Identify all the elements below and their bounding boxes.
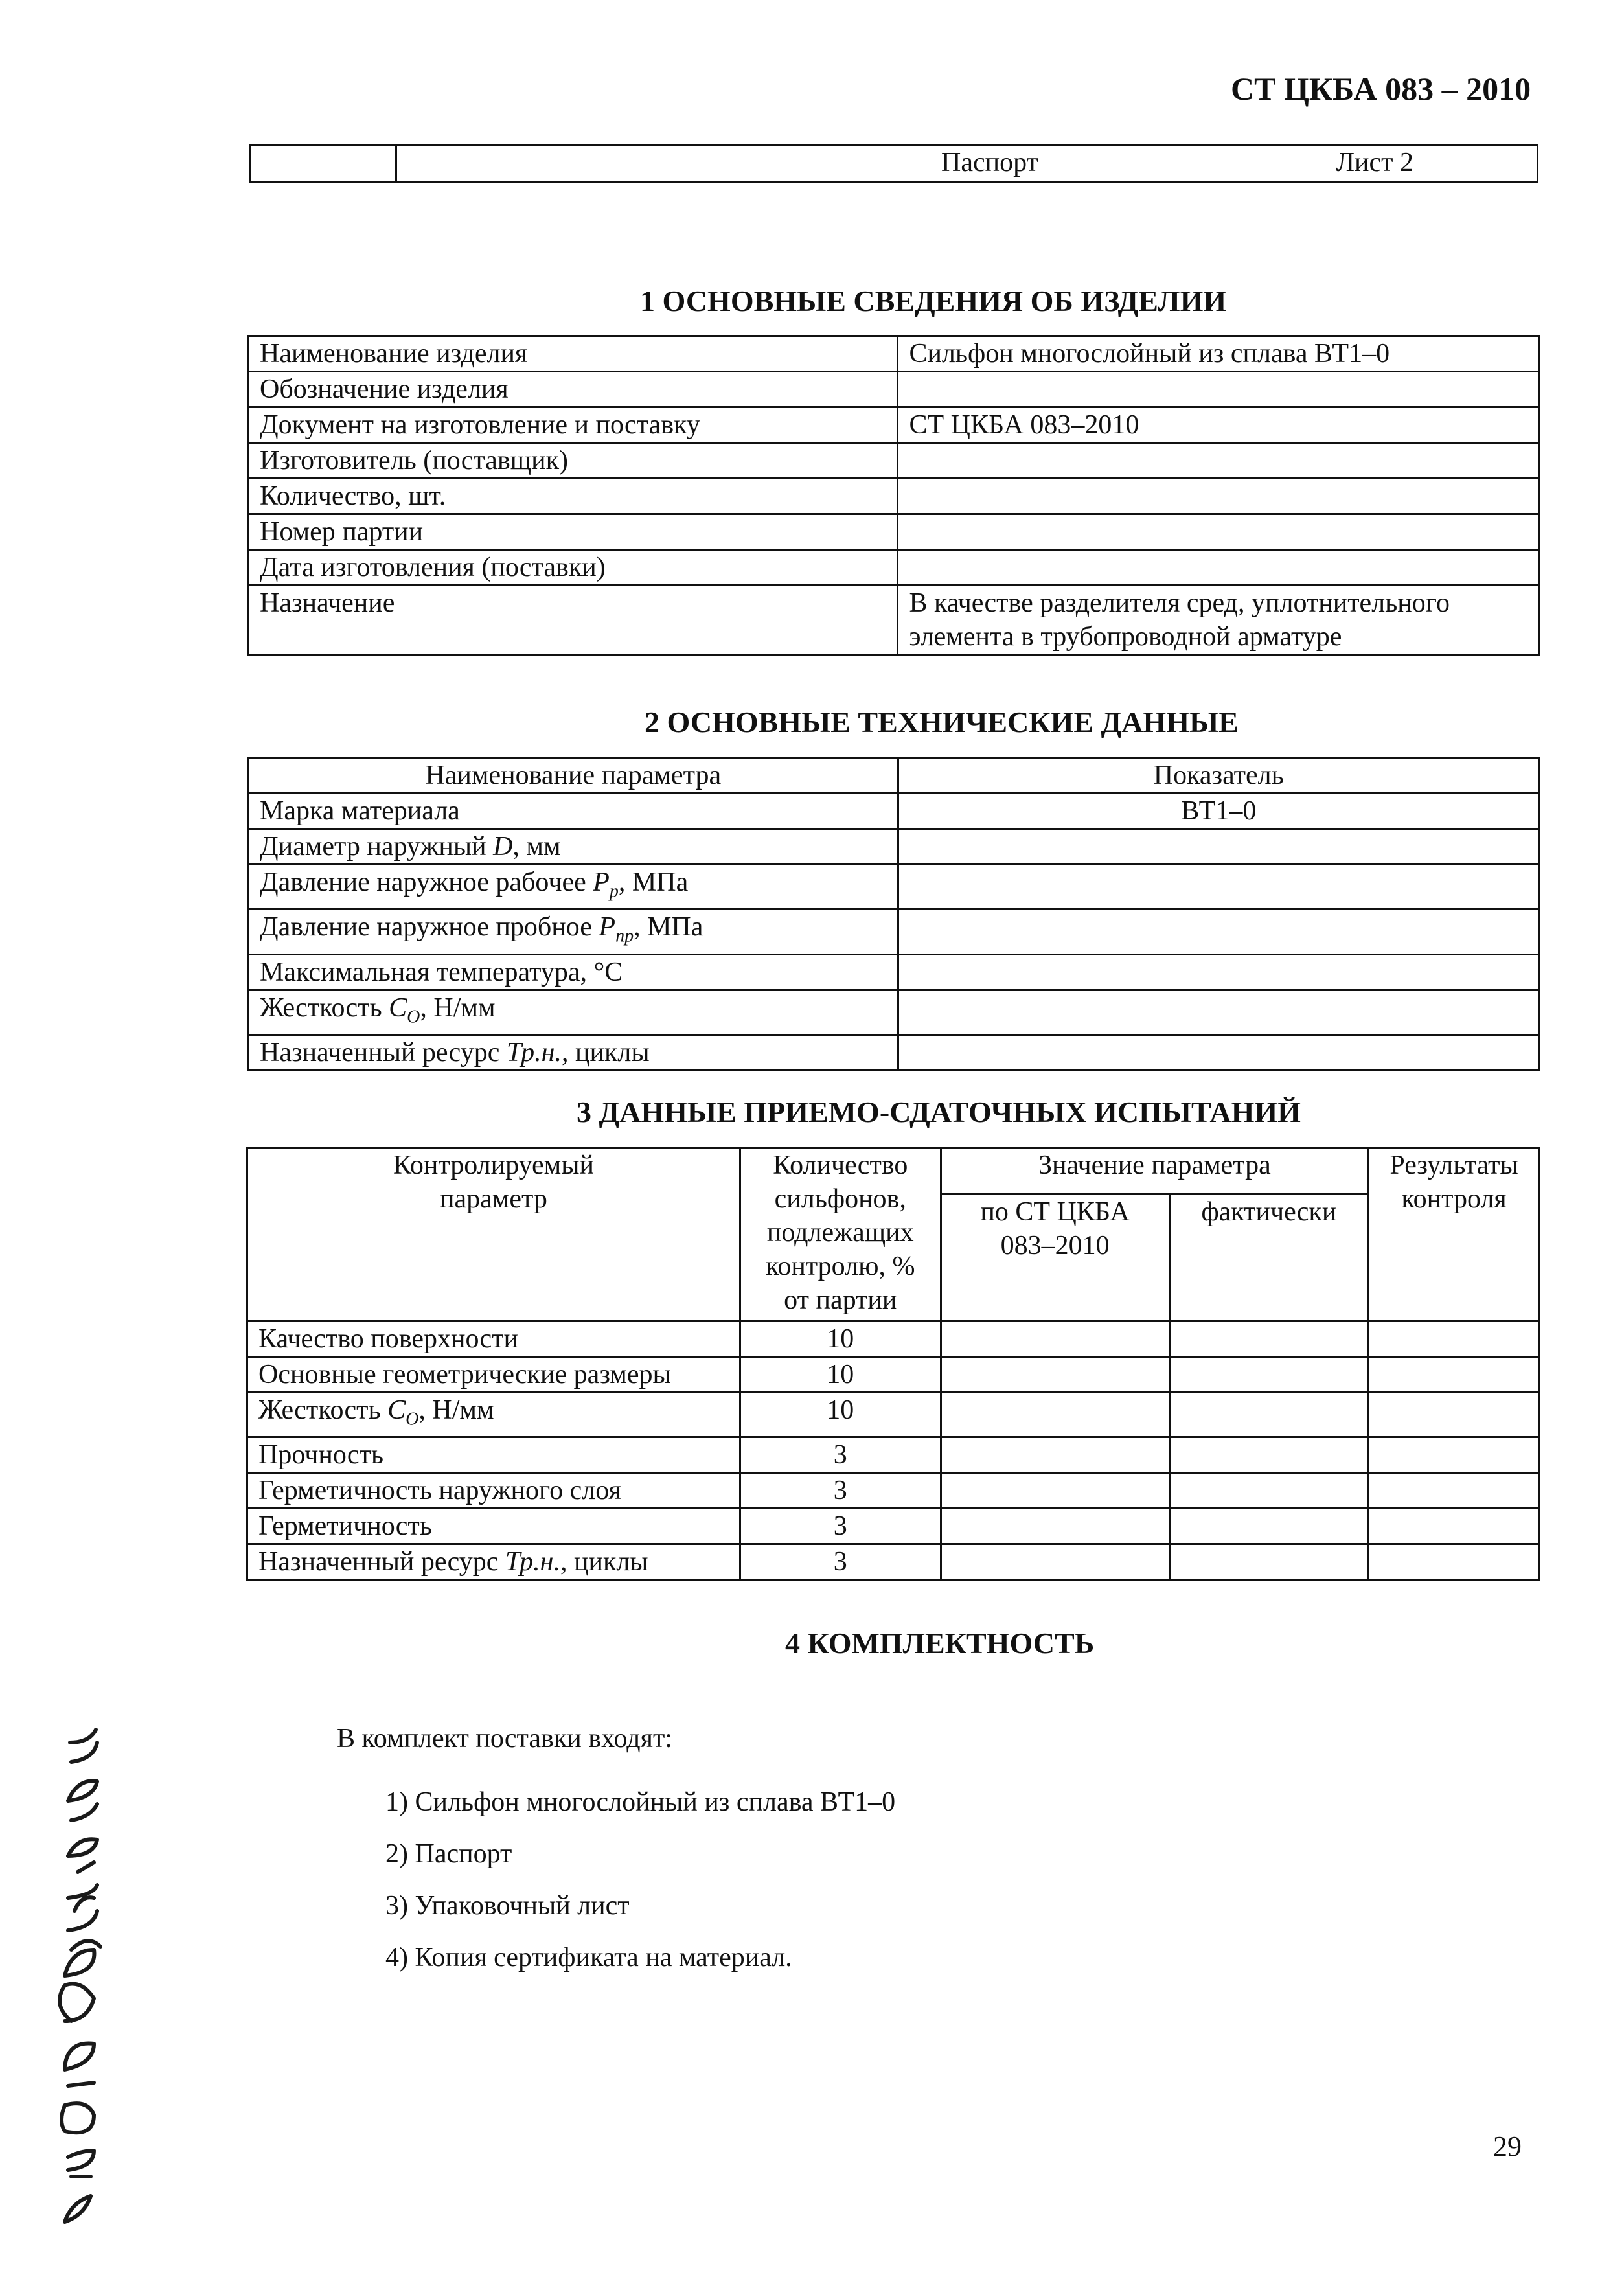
standard-value-cell — [941, 1509, 1169, 1544]
param-text: Герметичность — [258, 1511, 432, 1542]
parameter-cell — [247, 1509, 740, 1544]
section-4-title: 4 КОМПЛЕКТНОСТЬ — [785, 1627, 1095, 1660]
parameter-cell — [247, 1321, 740, 1357]
standard-value-cell — [941, 1357, 1169, 1393]
table-row — [249, 794, 1540, 829]
header-strip-empty-cell — [251, 145, 396, 183]
quantity-cell: 10 — [740, 1393, 941, 1437]
table-row — [249, 479, 1540, 514]
table-row — [247, 1509, 1540, 1544]
standard-value-cell — [941, 1393, 1169, 1437]
standard-value-cell — [941, 1437, 1169, 1473]
parameter-cell — [247, 1473, 740, 1509]
standard-value-cell — [941, 1544, 1169, 1580]
param-subscript: О — [406, 1409, 419, 1430]
param-text: Давление наружное рабочее — [260, 867, 593, 897]
param-symbol: P — [599, 912, 616, 943]
table-row — [249, 954, 1540, 990]
document-code: СТ ЦКБА 083 – 2010 — [1231, 71, 1531, 107]
table-row — [247, 1544, 1540, 1580]
value-cell — [898, 1035, 1539, 1071]
param-symbol: C — [389, 992, 407, 1023]
list-item: 4) Копия сертификата на материал. — [385, 1943, 792, 1972]
parameter-cell — [249, 794, 898, 829]
field-label: Обозначение изделия — [249, 372, 898, 407]
value-cell — [898, 829, 1539, 865]
param-text: Качество поверхности — [258, 1324, 518, 1354]
table-row — [249, 829, 1540, 865]
field-label: Номер партии — [249, 514, 898, 550]
table-row — [249, 443, 1540, 479]
field-label: Количество, шт. — [249, 479, 898, 514]
actual-value-cell — [1169, 1321, 1369, 1357]
table-row — [249, 909, 1540, 954]
actual-value-cell — [1169, 1393, 1369, 1437]
col-header-result: Результаты контроля — [1369, 1148, 1540, 1321]
parameter-cell — [249, 1035, 898, 1071]
acceptance-tests-table — [246, 1147, 1540, 1581]
param-symbol: D — [493, 832, 513, 862]
col-header-parameter: Наименование параметра — [249, 758, 898, 794]
completeness-intro: В комплект поставки входят: — [337, 1724, 672, 1754]
result-cell — [1369, 1357, 1540, 1393]
parameter-cell — [249, 954, 898, 990]
param-text: Назначенный ресурс — [258, 1547, 505, 1577]
field-value — [898, 550, 1540, 586]
table-row — [249, 407, 1540, 443]
field-value — [898, 372, 1540, 407]
value-cell — [898, 954, 1539, 990]
field-label: Изготовитель (поставщик) — [249, 443, 898, 479]
table-row — [247, 1437, 1540, 1473]
field-value: Сильфон многослойный из сплава ВТ1–0 — [898, 336, 1540, 372]
result-cell — [1369, 1473, 1540, 1509]
sheet-label: Лист 2 — [1336, 148, 1413, 177]
completeness-list — [385, 1776, 895, 1983]
section-1-title: 1 ОСНОВНЫЕ СВЕДЕНИЯ ОБ ИЗДЕЛИИ — [640, 284, 1227, 317]
table-row — [249, 1035, 1540, 1071]
param-unit: , мм — [512, 832, 561, 862]
table-row — [249, 990, 1540, 1035]
result-cell — [1369, 1393, 1540, 1437]
param-subscript: р — [609, 881, 619, 902]
col-header-quantity: Количество сильфонов, подлежащих контролю, % от партии — [740, 1148, 941, 1321]
table-row — [249, 865, 1540, 909]
parameter-cell — [247, 1393, 740, 1437]
param-text: Марка материала — [260, 796, 460, 826]
col-header-value-standard: по СТ ЦКБА 083–2010 — [941, 1195, 1169, 1321]
param-text: Жесткость — [258, 1395, 388, 1425]
param-symbol: P — [593, 867, 610, 897]
table-row — [249, 336, 1540, 372]
section-3-title: 3 ДАННЫЕ ПРИЕМО-СДАТОЧНЫХ ИСПЫТАНИЙ — [577, 1095, 1301, 1128]
actual-value-cell — [1169, 1357, 1369, 1393]
param-text: Давление наружное пробное — [260, 912, 599, 943]
param-unit: , Н/мм — [418, 1395, 494, 1425]
actual-value-cell — [1169, 1437, 1369, 1473]
product-info-table — [247, 335, 1540, 656]
param-unit: , Н/мм — [420, 992, 496, 1023]
parameter-cell — [249, 909, 898, 954]
col-header-value-actual: фактически — [1169, 1195, 1369, 1321]
field-label: Наименование изделия — [249, 336, 898, 372]
table-row — [249, 514, 1540, 550]
actual-value-cell — [1169, 1544, 1369, 1580]
field-value — [898, 443, 1540, 479]
table-row — [247, 1473, 1540, 1509]
list-item: 2) Паспорт — [385, 1839, 512, 1869]
section-2-title: 2 ОСНОВНЫЕ ТЕХНИЧЕСКИЕ ДАННЫЕ — [645, 705, 1239, 738]
parameter-cell — [247, 1357, 740, 1393]
result-cell — [1369, 1509, 1540, 1544]
param-text: Жесткость — [260, 992, 389, 1023]
header-strip — [249, 144, 1538, 183]
technical-data-table — [247, 757, 1540, 1071]
param-subscript: пр — [615, 926, 634, 946]
field-label: Дата изготовления (поставки) — [249, 550, 898, 586]
standard-value-cell — [941, 1473, 1169, 1509]
field-value: СТ ЦКБА 083–2010 — [898, 407, 1540, 443]
value-cell — [898, 909, 1539, 954]
parameter-cell — [249, 990, 898, 1035]
standard-value-cell — [941, 1321, 1169, 1357]
value-cell — [898, 865, 1539, 909]
param-text: Диаметр наружный — [260, 832, 494, 862]
parameter-cell — [249, 829, 898, 865]
quantity-cell: 10 — [740, 1321, 941, 1357]
quantity-cell: 3 — [740, 1473, 941, 1509]
param-text: Прочность — [258, 1440, 384, 1470]
param-unit: , циклы — [562, 1038, 650, 1068]
value-cell — [898, 990, 1539, 1035]
value-cell: ВТ1–0 — [898, 794, 1539, 829]
list-item: 3) Упаковочный лист — [385, 1891, 630, 1921]
field-value — [898, 514, 1540, 550]
param-symbol: Тр.н. — [505, 1547, 560, 1577]
param-text: Герметичность наружного слоя — [258, 1476, 621, 1506]
result-cell — [1369, 1544, 1540, 1580]
parameter-cell — [247, 1437, 740, 1473]
table-row — [249, 372, 1540, 407]
param-text: Назначенный ресурс — [260, 1038, 507, 1068]
passport-label: Паспорт — [941, 148, 1038, 177]
table-row — [247, 1321, 1540, 1357]
col-header-value: Показатель — [898, 758, 1539, 794]
table-row — [249, 586, 1540, 655]
list-item: 1) Сильфон многослойный из сплава ВТ1–0 — [385, 1787, 896, 1817]
field-label: Назначение — [249, 586, 898, 655]
quantity-cell: 3 — [740, 1437, 941, 1473]
table-row — [247, 1357, 1540, 1393]
quantity-cell: 10 — [740, 1357, 941, 1393]
col-header-value-group: Значение параметра — [941, 1148, 1369, 1195]
page-number: 29 — [1493, 2131, 1522, 2162]
param-symbol: C — [387, 1395, 406, 1425]
field-label: Документ на изготовление и поставку — [249, 407, 898, 443]
quantity-cell: 3 — [740, 1544, 941, 1580]
table-row — [247, 1393, 1540, 1437]
actual-value-cell — [1169, 1509, 1369, 1544]
param-subscript: О — [407, 1007, 420, 1027]
actual-value-cell — [1169, 1473, 1369, 1509]
param-unit: , МПа — [618, 867, 689, 897]
parameter-cell — [249, 865, 898, 909]
table-row — [249, 550, 1540, 586]
param-unit: , циклы — [560, 1547, 648, 1577]
field-value — [898, 479, 1540, 514]
param-text: Основные геометрические размеры — [258, 1360, 671, 1389]
col-header-controlled-parameter: Контролируемый параметр — [247, 1148, 740, 1321]
quantity-cell: 3 — [740, 1509, 941, 1544]
param-symbol: Тр.н. — [506, 1038, 562, 1068]
param-unit: , МПа — [634, 912, 703, 943]
result-cell — [1369, 1321, 1540, 1357]
result-cell — [1369, 1437, 1540, 1473]
header-strip-main-cell — [396, 145, 1538, 183]
param-text: Максимальная температура, °С — [260, 957, 623, 987]
field-value: В качестве разделителя сред, уплотнительного элемента в трубопроводной арматуре — [898, 586, 1540, 655]
handwritten-margin-note — [39, 1717, 130, 2235]
parameter-cell — [247, 1544, 740, 1580]
